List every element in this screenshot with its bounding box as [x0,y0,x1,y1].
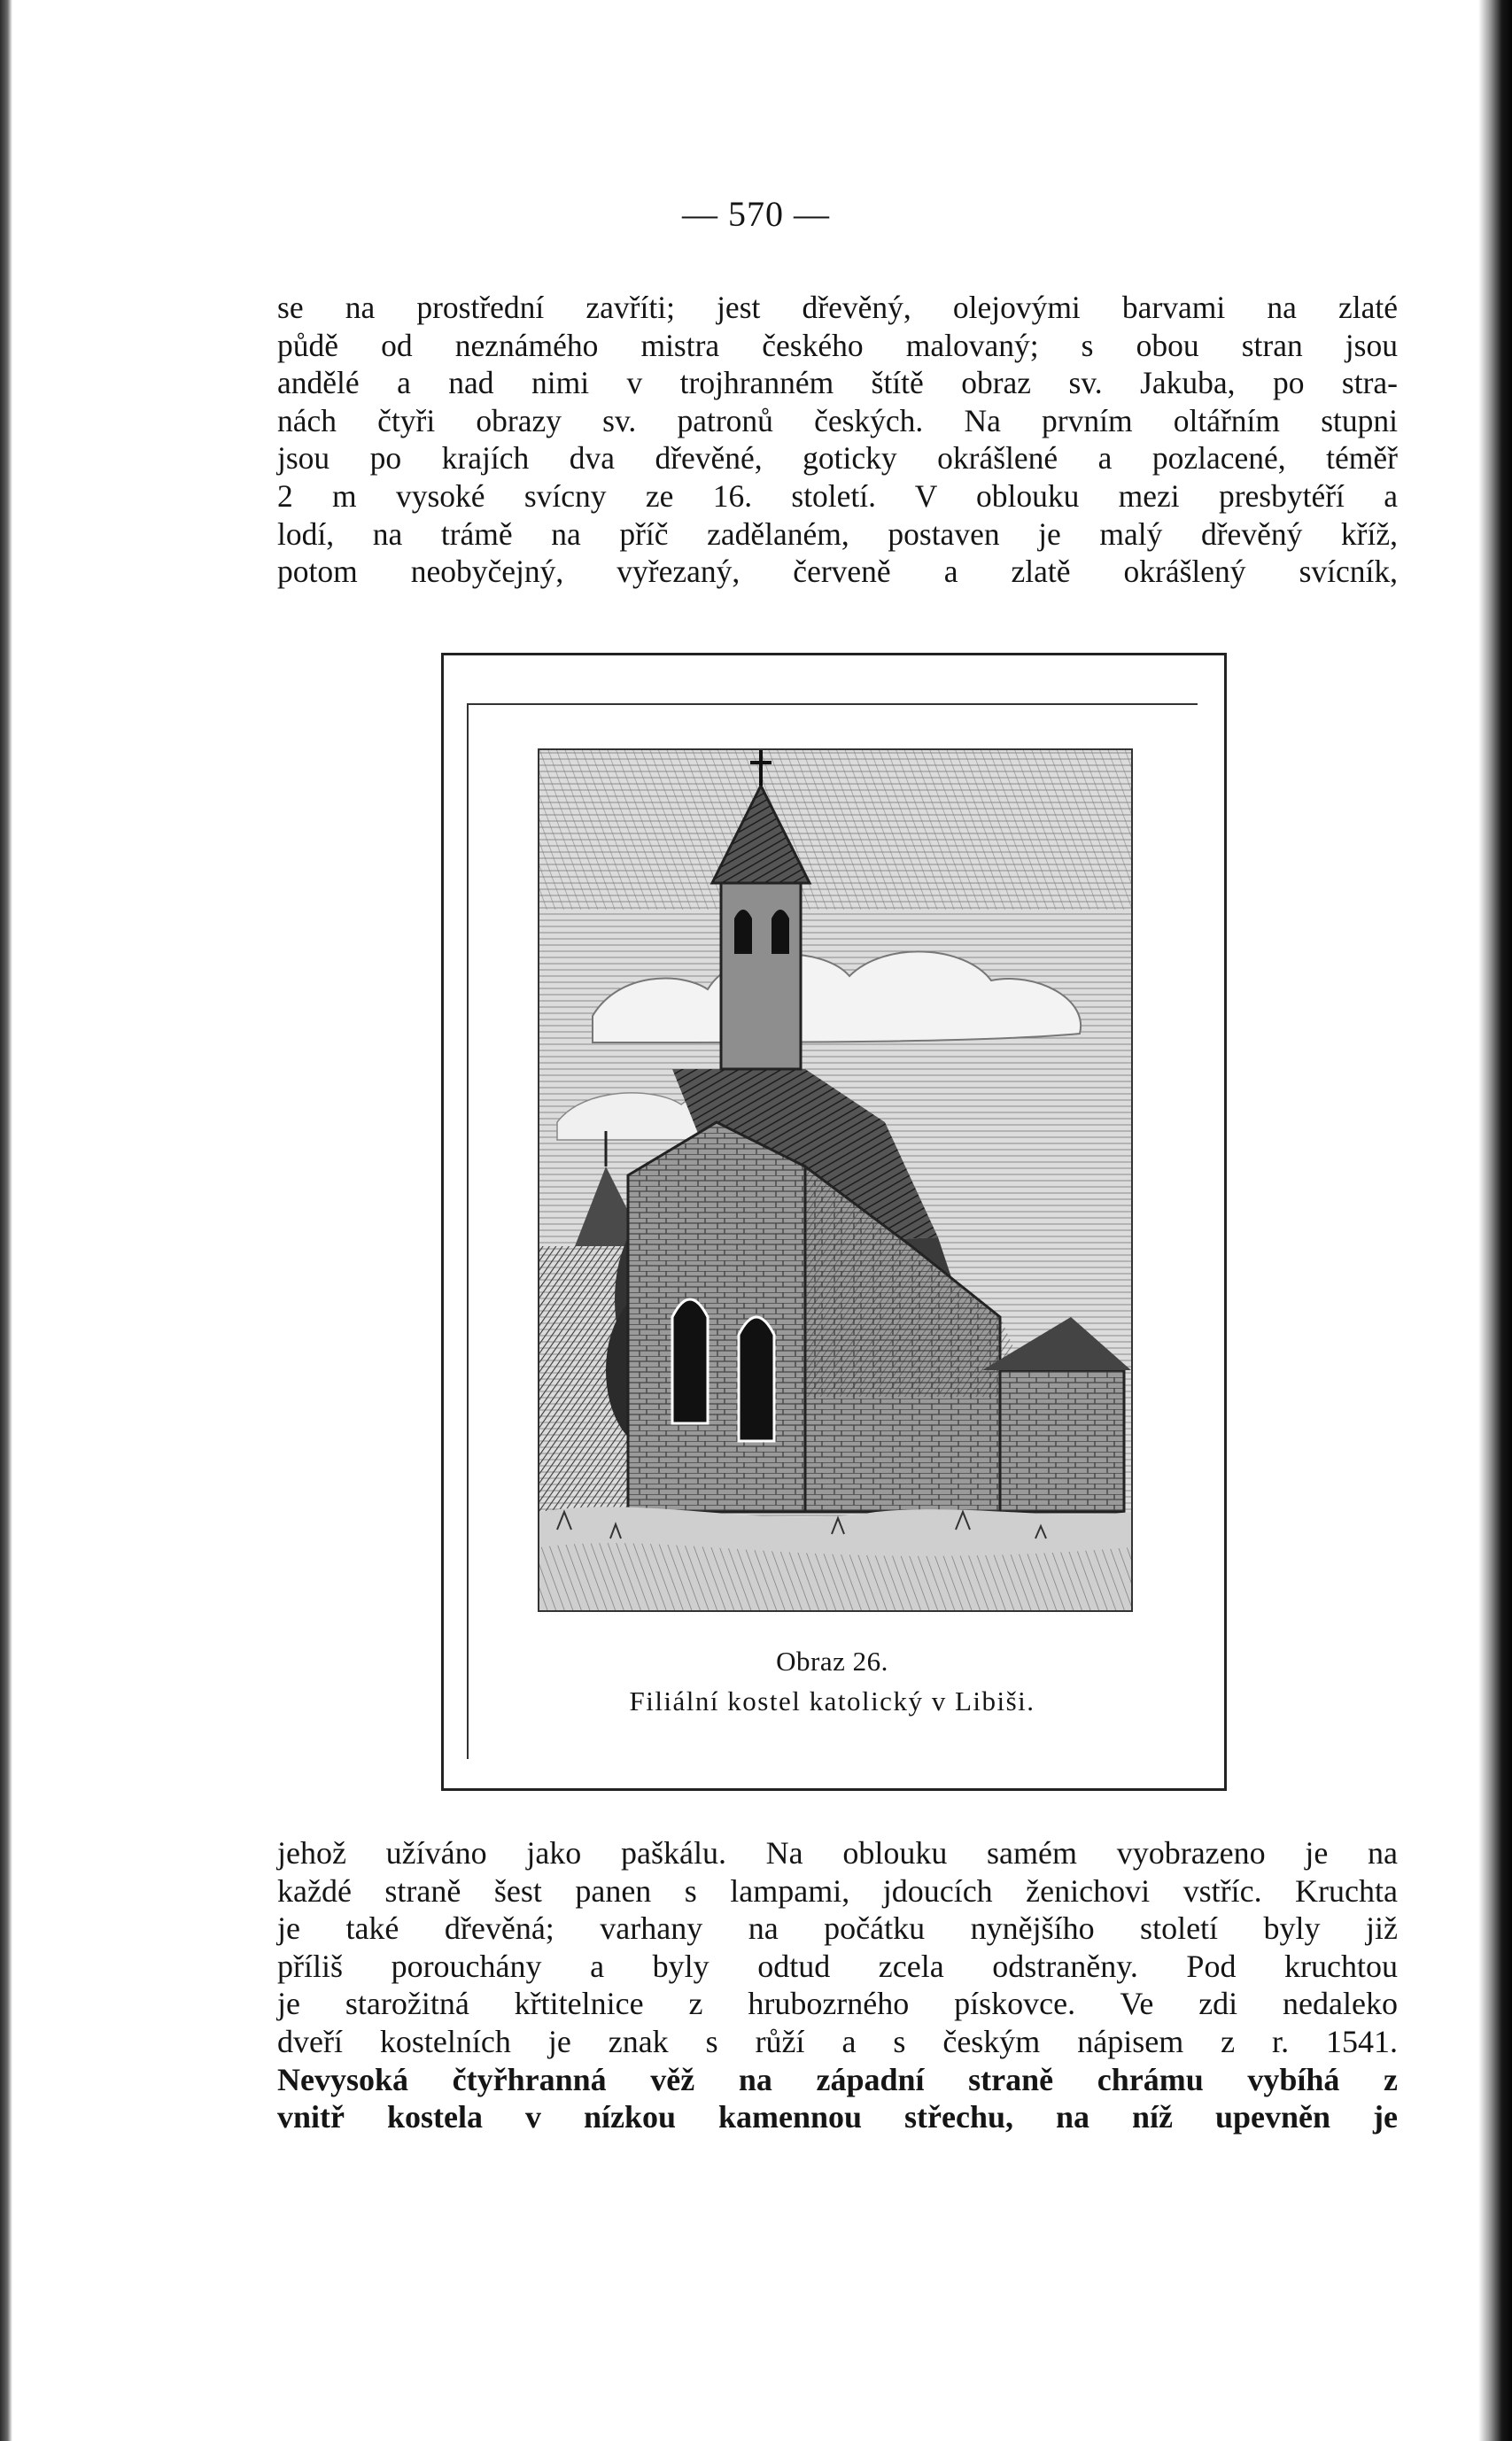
text-line: andělé a nad nimi v trojhranném štítě obraz sv. Jakuba, po stra- [277,365,1398,401]
text-line: nách čtyři obrazy sv. patronů českých. Na prvním oltářním stupni [277,402,1398,438]
bell-tower [721,883,801,1069]
text-line: jsou po krajích dva dřevěné, goticky okrášlené a pozlacené, téměř [277,440,1398,477]
church-apse [628,1122,805,1512]
text-line: každé straně šest panen s lampami, jdoucích ženichovi vstříc. Kruchta [277,1872,1398,1909]
text-line: je také dřevěná; varhany na počátku nynějšího století byly již [277,1910,1398,1947]
figure-caption: Filiální kostel katolický v Libiši. [629,1685,1035,1716]
text-line: jehož užíváno jako paškálu. Na oblouku samém vyobrazeno je na [277,1835,1398,1871]
scan-edge-right [1478,0,1512,2441]
text-line: potom neobyčejný, vyřezaný, červeně a zlatě okrášlený svícník, [277,554,1398,590]
text-line: je starožitná křtitelnice z hrubozrného pískovce. Ve zdi nedaleko [277,1986,1398,2022]
text-line: se na prostřední zavříti; jest dřevěný, olejovými barvami na zlaté [277,290,1398,325]
text-line: 2 m vysoké svícny ze 16. století. V oblouku mezi presbytéří a [277,477,1398,514]
text-line: dveří kostelních je znak s růží a s českým nápisem z r. 1541. [277,2023,1398,2059]
text-line: Nevysoká čtyřhranná věž na západní straně chrámu vybíhá z [277,2061,1398,2097]
text-line: příliš porouchány a byly odtud zcela odstraněny. Pod kruchtou [277,1948,1398,1984]
text-line: půdě od neznámého mistra českého malovaný; s obou stran jsou [277,327,1398,363]
text-line: vnitř kostela v nízkou kamennou střechu, na níž upevněn je [277,2099,1398,2135]
gothic-window [739,1317,774,1441]
figure-number: Obraz 26. [776,1646,888,1677]
paragraph-bottom [277,1834,1398,2136]
scan-edge-left [0,0,12,2441]
gothic-window [672,1299,708,1423]
text-line: lodí, na trámě na příč zadělaném, postaven je malý dřevěný kříž, [277,515,1398,552]
page-number: — 570 — [682,194,830,234]
church-engraving-svg [539,750,1131,1610]
paragraph-top [277,289,1398,591]
church-engraving [538,748,1133,1612]
